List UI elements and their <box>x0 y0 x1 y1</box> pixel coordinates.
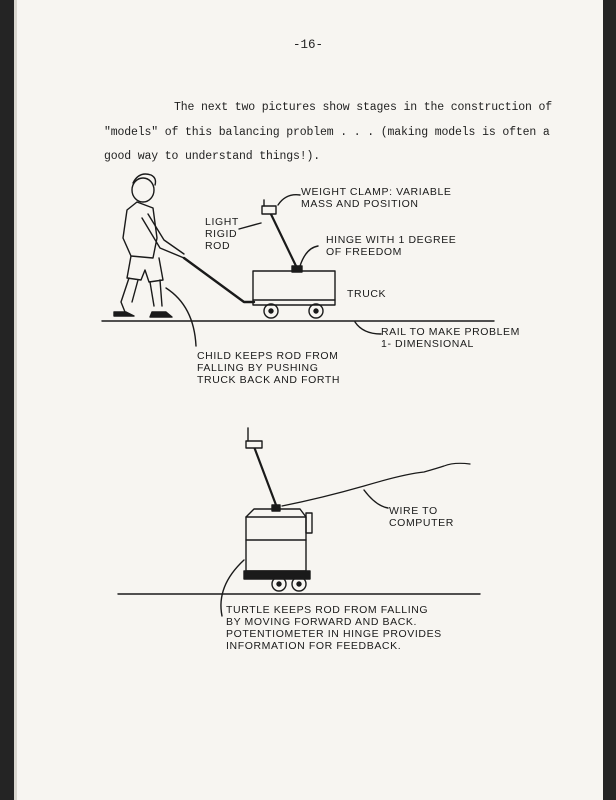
label-rod-2: RIGID <box>205 228 238 240</box>
label-weight-clamp-2: MASS AND POSITION <box>301 198 419 210</box>
wire <box>282 463 470 506</box>
turtle-rod <box>253 444 276 505</box>
label-turtle-3: POTENTIOMETER IN HINGE PROVIDES <box>226 628 442 640</box>
intro-line-2: "models" of this balancing problem . . . (making models is often a <box>104 126 550 139</box>
label-turtle-1: TURTLE KEEPS ROD FROM FALLING <box>226 604 429 616</box>
label-rail-2: 1- DIMENSIONAL <box>381 338 474 350</box>
label-weight-clamp-1: WEIGHT CLAMP: VARIABLE <box>301 186 452 198</box>
intro-line-3: good way to understand things!). <box>104 150 321 163</box>
label-child-3: TRUCK BACK AND FORTH <box>197 374 341 386</box>
label-wire-2: COMPUTER <box>389 517 454 529</box>
label-wire-1: WIRE TO <box>389 505 438 517</box>
label-child-1: CHILD KEEPS ROD FROM <box>197 350 339 362</box>
label-rod-3: ROD <box>205 240 231 252</box>
page-number: -16- <box>292 38 323 52</box>
turtle-body <box>246 517 306 571</box>
label-hinge-2: OF FREEDOM <box>326 246 402 258</box>
label-truck: TRUCK <box>347 288 387 300</box>
label-turtle-4: INFORMATION FOR FEEDBACK. <box>226 640 402 652</box>
label-rail-1: RAIL TO MAKE PROBLEM <box>381 326 521 338</box>
label-child-2: FALLING BY PUSHING <box>197 362 319 374</box>
turtle-weight-clamp <box>246 441 262 448</box>
label-rod-1: LIGHT <box>205 216 239 228</box>
label-hinge-1: HINGE WITH 1 DEGREE <box>326 234 457 246</box>
label-turtle-2: BY MOVING FORWARD AND BACK. <box>226 616 418 628</box>
intro-line-1: The next two pictures show stages in the construction of <box>174 101 553 114</box>
